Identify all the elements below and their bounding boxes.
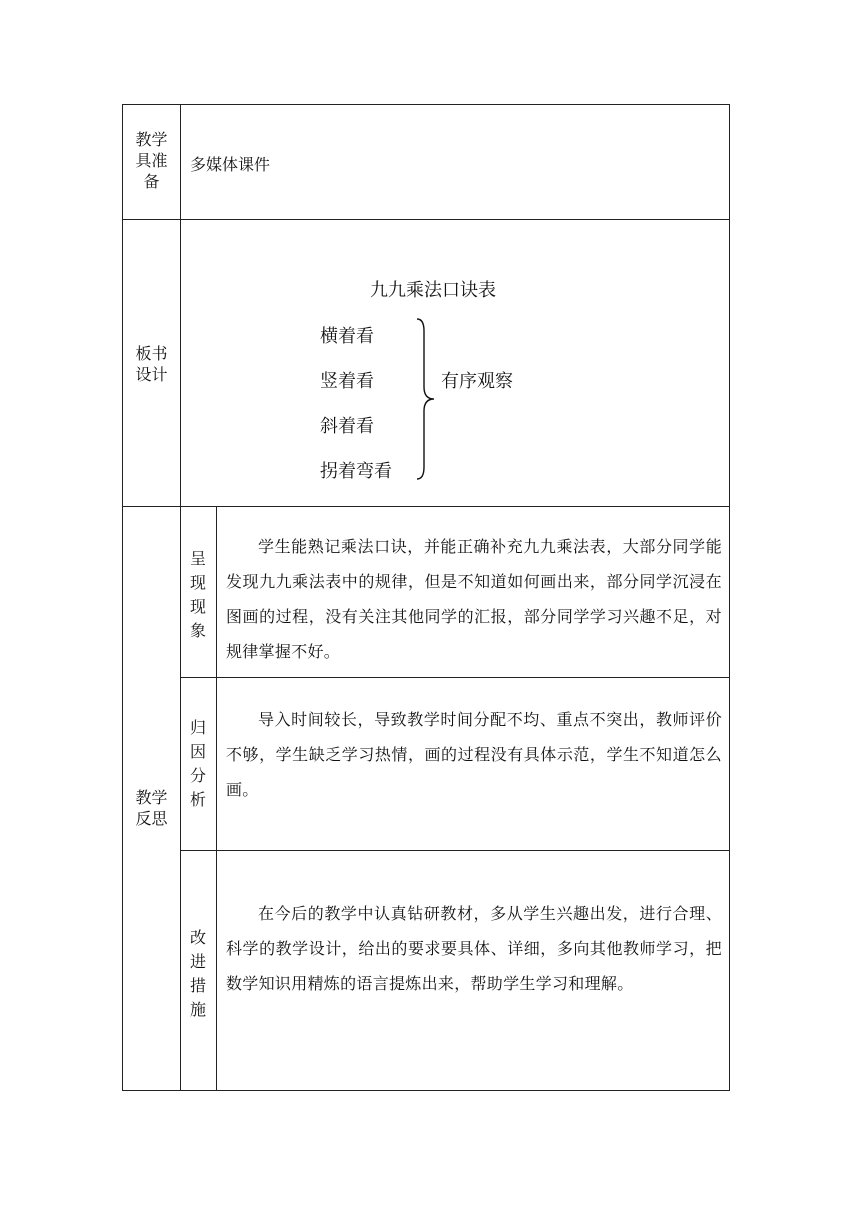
curly-brace-icon: [414, 317, 438, 481]
section-text-present: 学生能熟记乘法口诀，并能正确补充九九乘法表，大部分同学能发现九九乘法表中的规律，但是不知道如何画出来，部分同学沉浸在图画的过程，没有关注其他同学的汇报，部分同学学习兴趣不足，对规律掌握不好。: [226, 537, 722, 661]
board-label: [123, 343, 180, 385]
board-title: 九九乘法口诀表: [370, 280, 496, 301]
reflection-label-line: 教学: [135, 788, 168, 807]
section-label-char: 析: [189, 790, 206, 809]
section-label-char: 因: [189, 742, 206, 761]
section-label-present: [180, 547, 216, 643]
section-label-char: 呈: [189, 549, 206, 568]
section-text-cause: 导入时间较长，导致教学时间分配不均、重点不突出，教师评价不够，学生缺乏学习热情，画的过程没有具体示范，学生不知道怎么画。: [226, 710, 722, 799]
section-label-char: 归: [189, 718, 206, 737]
row-divider: [180, 850, 729, 851]
board-item: 横着看: [320, 326, 374, 347]
section-label-char: 现: [189, 573, 206, 592]
reflection-label: [123, 787, 180, 829]
board-label-line: 设计: [135, 365, 168, 384]
prep-label-line: 教学: [135, 130, 168, 149]
board-item: 竖着看: [320, 371, 374, 392]
row-divider: [123, 219, 729, 220]
section-label-char: 措: [189, 976, 206, 995]
section-label-improve: [180, 926, 216, 1022]
lesson-table: [122, 104, 730, 1091]
section-label-char: 进: [189, 952, 206, 971]
prep-label-line: 备: [143, 172, 160, 191]
prep-label: [123, 129, 180, 192]
board-label-line: 板书: [135, 344, 168, 363]
column-divider: [216, 506, 217, 1090]
prep-label-line: 具准: [135, 151, 168, 170]
section-text-improve: 在今后的教学中认真钻研教材，多从学生兴趣出发，进行合理、科学的教学设计，给出的要求要具体、详细，多向其他教师学习，把数学知识用精炼的语言提炼出来，帮助学生学习和理解。: [226, 904, 722, 993]
section-label-char: 改: [189, 928, 206, 947]
section-label-char: 现: [189, 597, 206, 616]
row-divider: [123, 506, 729, 507]
section-label-char: 施: [189, 1000, 206, 1019]
board-item: 拐着弯看: [320, 461, 392, 482]
section-label-char: 象: [189, 621, 206, 640]
board-item: 斜着看: [320, 416, 374, 437]
row-divider: [180, 677, 729, 678]
reflection-label-line: 反思: [135, 809, 168, 828]
section-label-cause: [180, 716, 216, 812]
section-label-char: 分: [189, 766, 206, 785]
board-summary: 有序观察: [441, 371, 513, 392]
prep-content: 多媒体课件: [190, 155, 271, 174]
